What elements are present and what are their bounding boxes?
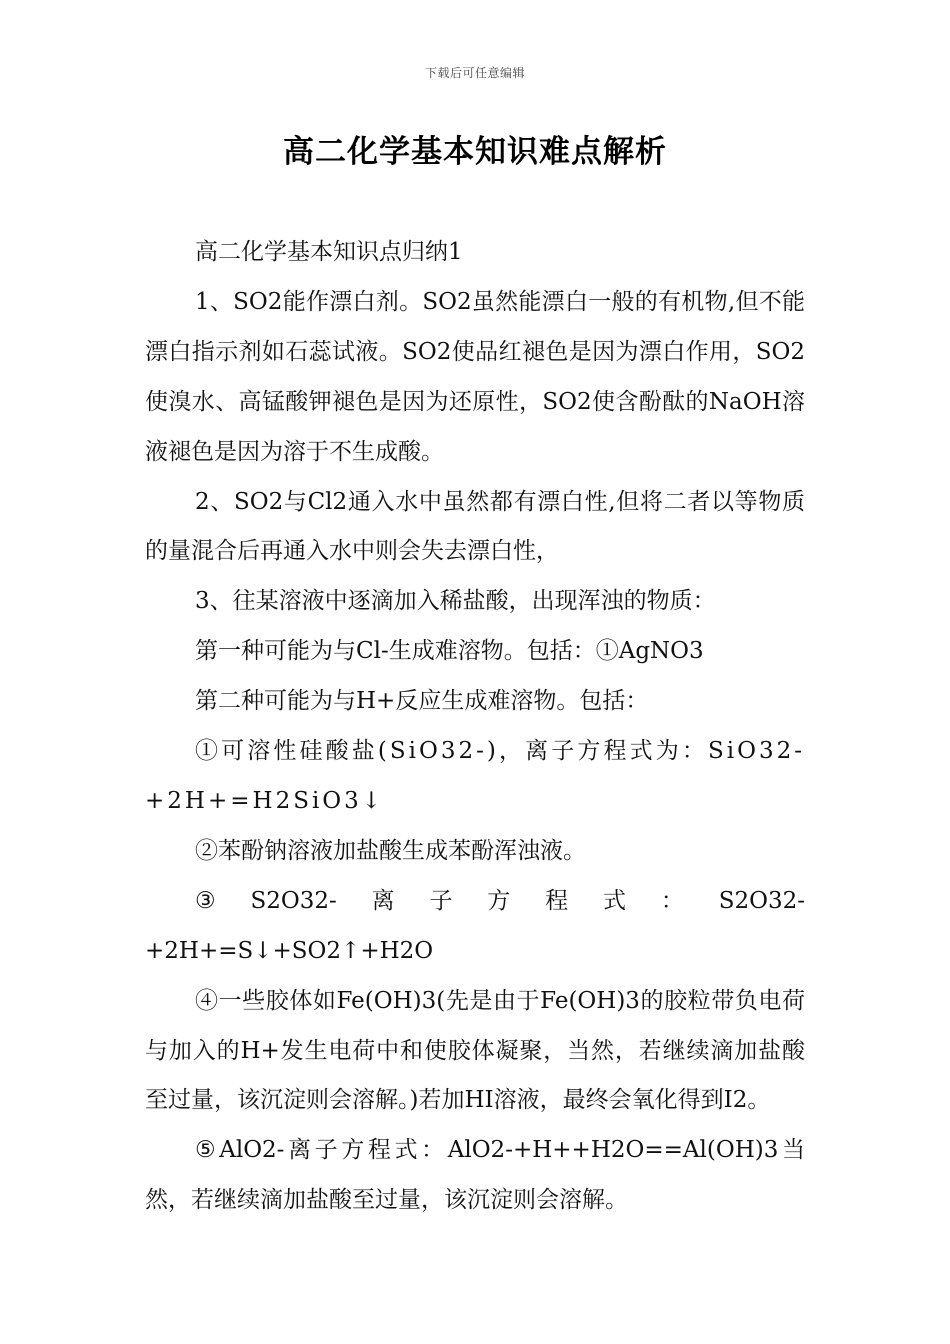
paragraph-6: ①可溶性硅酸盐(SiO32-)，离子方程式为：SiO32-+2H+=H2SiO3↓ (145, 738, 805, 814)
paragraph-3: 3、往某溶液中逐滴加入稀盐酸，出现浑浊的物质： (195, 588, 716, 615)
paragraph-9: ④一些胶体如Fe(OH)3(先是由于Fe(OH)3的胶粒带负电荷与加入的H+发生电荷中和使胶体凝聚，当然，若继续滴加盐酸至过量，该沉淀则会溶解。)若加HI溶液，最终会氧化得到I2。 (145, 987, 805, 1114)
paragraph-5: 第二种可能为与H+反应生成难溶物。包括： (195, 688, 649, 715)
document-title: 高二化学基本知识难点解析 (283, 134, 667, 170)
paragraph-1: 1、SO2能作漂白剂。SO2虽然能漂白一般的有机物,但不能漂白指示剂如石蕊试液。SO2使品红褪色是因为漂白作用，SO2使溴水、高锰酸钾褪色是因为还原性，SO2使含酚酞的NaOH溶液褪色是因为溶于不生成酸。 (145, 288, 805, 465)
paragraph-10: ⑤AlO2-离子方程式：AlO2-+H++H2O==Al(OH)3当然，若继续滴加盐酸至过量，该沉淀则会溶解。 (145, 1137, 805, 1214)
paragraph-7: ②苯酚钠溶液加盐酸生成苯酚浑浊液。 (195, 837, 586, 864)
paragraph-2: 2、SO2与Cl2通入水中虽然都有漂白性,但将二者以等物质的量混合后再通入水中则会失去漂白性， (145, 488, 805, 565)
paragraph-4: 第一种可能为与Cl-生成难溶物。包括：①AgNO3 (195, 638, 704, 665)
section-heading: 高二化学基本知识点归纳1 (195, 239, 463, 265)
document-body (145, 228, 805, 1226)
header-note: 下载后可任意编辑 (424, 66, 525, 80)
paragraph-8: ③S2O32-离子方程式：S2O32-+2H+=S↓+SO2↑+H2O (145, 887, 805, 964)
